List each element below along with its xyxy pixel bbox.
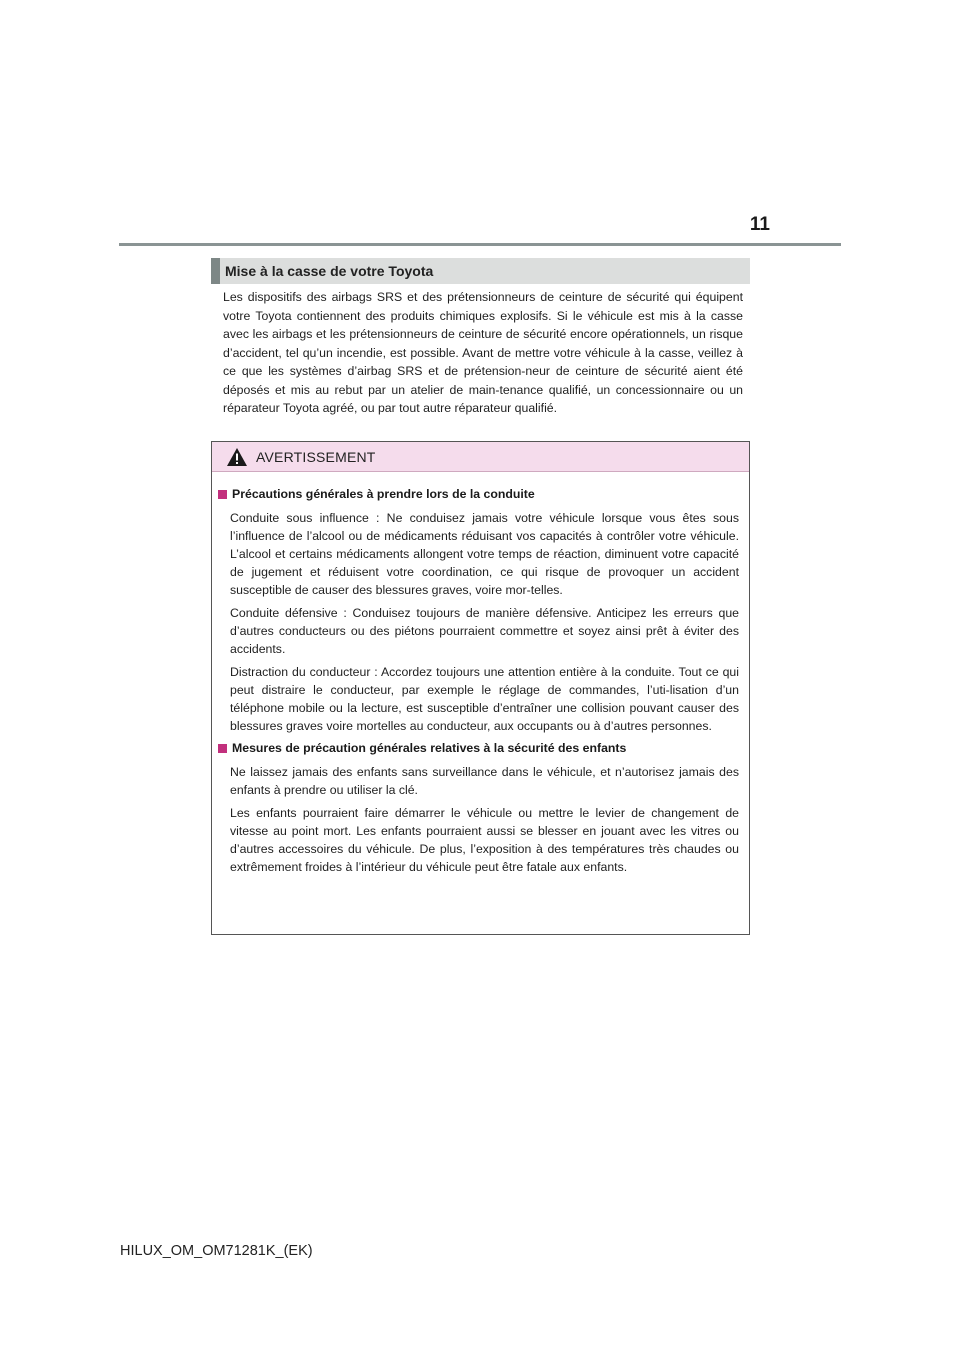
document-footer: HILUX_OM_OM71281K_(EK) — [120, 1243, 313, 1259]
warning-paragraph: Conduite défensive : Conduisez toujours de manière défensive. Anticipez les erreurs que d’autres conducteurs ou des piétons pourraient commettre et soyez ainsi prêt à éviter des accidents. — [230, 606, 739, 656]
warning-paragraph: Ne laissez jamais des enfants sans surveillance dans le véhicule, et n’autorisez jamais des enfants à prendre ou utiliser la clé. — [230, 765, 739, 797]
intro-paragraph: Les dispositifs des airbags SRS et des prétensionneurs de ceinture de sécurité qui équipent votre Toyota contiennent des produits chimiques explosifs. Si le véhicule est mis à la casse avec les airbags et les prétensionneurs de ceinture de sécurité encore opérationnels, un risque d’accident, tel qu’un incendie, est possible. Avant de mettre votre véhicule à la casse, veillez à ce que les systèmes d’airbag SRS et de prétension-neur de ceinture de sécurité aient été déposés et mis au rebut par un atelier de main-tenance qualifié, un concessionnaire ou un réparateur Toyota agréé, ou par tout autre réparateur qualifié. — [223, 290, 743, 415]
warning-paragraph: Les enfants pourraient faire démarrer le véhicule ou mettre le levier de changement de vitesse au point mort. Les enfants pourraient aussi se blesser en jouant avec les vitres ou d’autres accessoires du véhicule. De plus, l’exposition à des températures très chaudes ou extrêmement froides à l’intérieur du véhicule peut être fatale aux enfants. — [230, 806, 739, 874]
warning-header — [212, 442, 749, 472]
page-number: 11 — [749, 214, 770, 235]
square-bullet-icon — [218, 744, 227, 753]
warning-box — [211, 441, 750, 935]
header-rule — [119, 243, 841, 246]
warning-paragraph: Distraction du conducteur : Accordez toujours une attention entière à la conduite. Tout ce qui peut distraire le conducteur, par exemple le réglage de commandes, l’uti-lisation d’un téléphone mobile ou la lecture, est susceptible d’entraîner une collision pouvant causer des blessures graves voire mortelles au conducteur, aux occupants ou à d’autres personnes. — [230, 665, 739, 733]
warning-triangle-icon — [226, 447, 248, 467]
section-heading — [211, 258, 750, 284]
warning-item-title-text: Mesures de précaution générales relatives à la sécurité des enfants — [232, 741, 627, 755]
warning-item-title-text: Précautions générales à prendre lors de la conduite — [232, 487, 535, 501]
square-bullet-icon — [218, 490, 227, 499]
section-heading-text: Mise à la casse de votre Toyota — [225, 263, 434, 279]
warning-item-title — [218, 486, 739, 503]
warning-item-title — [218, 740, 739, 757]
warning-paragraph: Conduite sous influence : Ne conduisez jamais votre véhicule lorsque vous êtes sous l’influence de l’alcool ou de médicaments réduisant vos capacités à contrôler votre véhicule. L’alcool et certains médicaments allongent votre temps de réaction, diminuent votre capacité de jugement et réduisent votre coordination, ce qui risque de provoquer un accident susceptible de causer des blessures graves, voire mor-telles. — [230, 511, 739, 597]
warning-label: AVERTISSEMENT — [256, 448, 376, 465]
warning-body — [212, 472, 749, 876]
